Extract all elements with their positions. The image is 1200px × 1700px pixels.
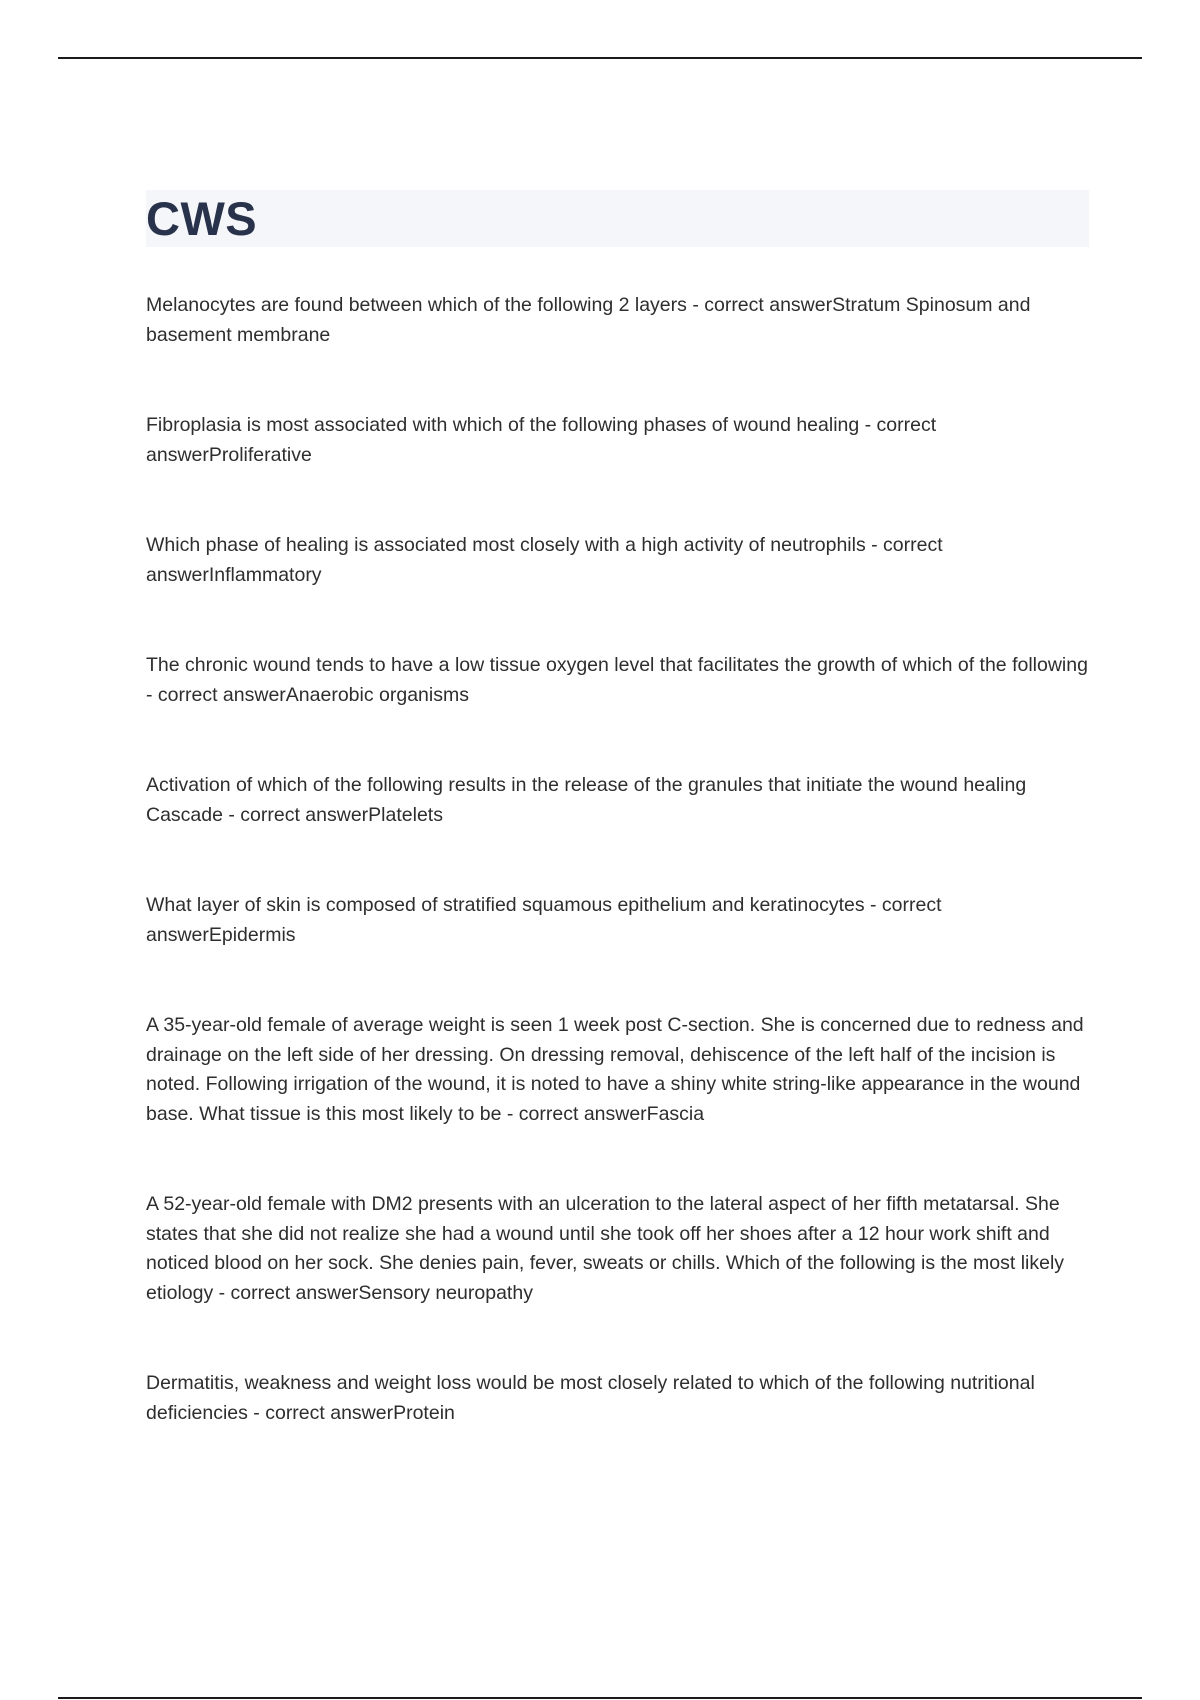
qa-item: Dermatitis, weakness and weight loss would be most closely related to which of the following nutritional deficiencies - correct answerProtein (146, 1372, 1035, 1424)
qa-item: What layer of skin is composed of stratified squamous epithelium and keratinocytes - correct answerEpidermis (146, 894, 942, 946)
header-rule (58, 57, 1142, 59)
question-list (146, 291, 1096, 1489)
qa-item: A 35-year-old female of average weight is seen 1 week post C-section. She is concerned due to redness and drainage on the left side of her dressing. On dressing removal, dehiscence of the left half of the incision is noted. Following irrigation of the wound, it is noted to have a shiny white string-like appearance in the wound base. What tissue is this most likely to be - correct answerFascia (146, 1014, 1084, 1125)
title-band (146, 190, 1089, 247)
qa-item: Melanocytes are found between which of the following 2 layers - correct answerStratum Spinosum and basement membrane (146, 294, 1031, 346)
qa-item: Which phase of healing is associated most closely with a high activity of neutrophils - correct answerInflammatory (146, 534, 943, 586)
qa-item: Activation of which of the following results in the release of the granules that initiate the wound healing Cascade - correct answerPlatelets (146, 774, 1027, 826)
qa-item: Fibroplasia is most associated with which of the following phases of wound healing - correct answerProliferative (146, 414, 937, 466)
qa-item: A 52-year-old female with DM2 presents with an ulceration to the lateral aspect of her fifth metatarsal. She states that she did not realize she had a wound until she took off her shoes after a 12 hour work shift and noticed blood on her sock. She denies pain, fever, sweats or chills. Which of the following is the most likely etiology - correct answerSensory neuropathy (146, 1193, 1065, 1304)
qa-item: The chronic wound tends to have a low tissue oxygen level that facilitates the growth of which of the following - correct answerAnaerobic organisms (146, 654, 1088, 706)
page-title: CWS (146, 192, 258, 245)
footer-rule (58, 1697, 1142, 1699)
